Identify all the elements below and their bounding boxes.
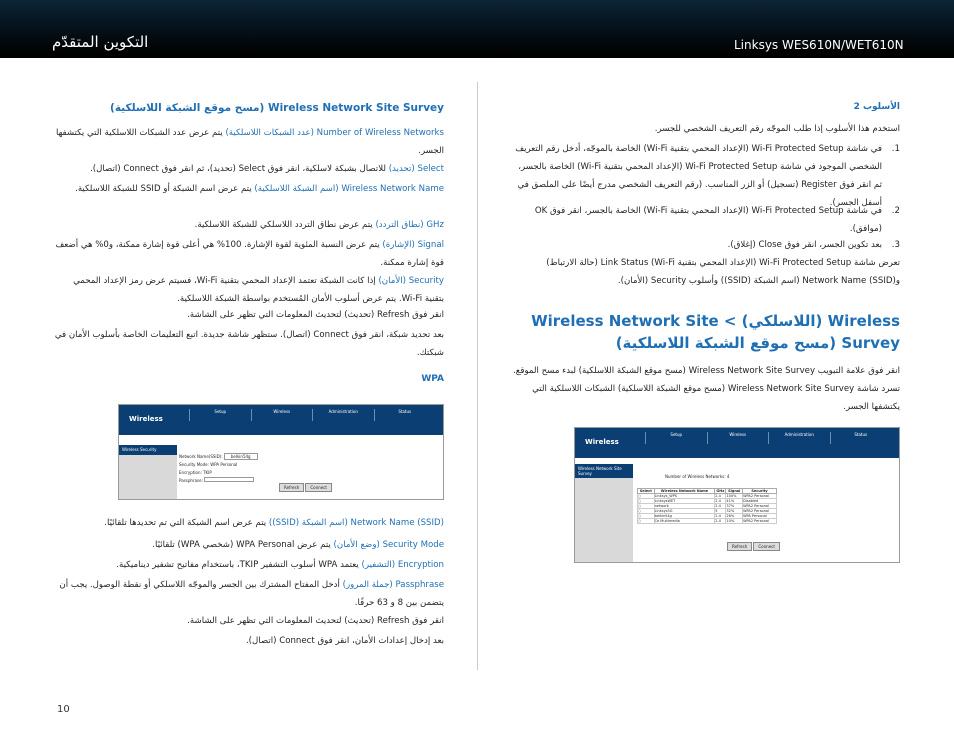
item-label: Passphrase (جملة المرور) bbox=[342, 580, 444, 590]
item-label: GHz (نطاق التردد) bbox=[375, 220, 444, 230]
table-row[interactable]: ○ belkin54g 2.4 26% WPA Personal bbox=[638, 514, 777, 519]
left-item-2 bbox=[52, 160, 444, 178]
table-row[interactable]: ○ Linksys5G 5 32% WPA2 Personal bbox=[638, 509, 777, 514]
left-item-7 bbox=[52, 306, 444, 324]
tab-setup[interactable]: Setup bbox=[645, 432, 707, 444]
item-label: Network Name (SSID) (اسم الشبكة (SSID)) bbox=[268, 518, 444, 528]
product-title: Linksys WES610N/WET610N bbox=[734, 38, 904, 52]
screenshot-sidebar bbox=[119, 445, 177, 499]
screenshot-tabs bbox=[189, 409, 435, 421]
column-divider bbox=[477, 82, 478, 670]
item-label: Select (تحديد) bbox=[388, 164, 444, 174]
item-text: إذا كانت الشبكة تعتمد الإعداد المحمي بتقنية Wi-Fi، فسيتم عرض رمز الإعداد المحمي بتقنية Wi-Fi. يتم عرض أسلوب الأمان المُستخدم بواسطة الشبكة اللاسلكية. bbox=[73, 276, 444, 304]
screenshot-topbar bbox=[575, 428, 899, 458]
encryption-value: TKIP bbox=[203, 470, 212, 475]
table-row[interactable]: ○ Linksys_WPS 2.4 100% WPA2 Personal bbox=[638, 494, 777, 499]
left-item-1 bbox=[52, 124, 444, 160]
field-row: Encryption: TKIP bbox=[179, 470, 212, 475]
method-heading: الأسلوب 2 bbox=[853, 102, 900, 112]
side-title: Wireless Network Site Survey bbox=[575, 464, 633, 478]
tab-administration[interactable]: Administration bbox=[768, 432, 830, 444]
field-row: Network Name(SSID): belkin54g bbox=[179, 453, 258, 461]
side-title: Wireless Security bbox=[119, 445, 177, 455]
security-mode-value: WPA Personal bbox=[210, 462, 238, 467]
wpa-heading: WPA bbox=[421, 374, 444, 384]
refresh-button[interactable]: Refresh bbox=[279, 483, 304, 492]
site-survey-screenshot bbox=[574, 427, 900, 563]
step-number: 1. bbox=[891, 144, 900, 154]
item-text: للاتصال بشبكة لاسلكية، انقر فوق Select (تحديد)، ثم انقر فوق Connect (اتصال). bbox=[90, 164, 386, 174]
tab-status[interactable]: Status bbox=[374, 409, 436, 421]
screenshot-sidebar bbox=[575, 464, 633, 562]
item-text: أدخل المفتاح المشترك بين الجسر والموجّه اللاسلكي أو نقطة الوصول. يجب أن يتضمن بين 8 و 63 حرفًا. bbox=[59, 580, 444, 608]
network-count: Number of Wireless Networks: 4 bbox=[665, 474, 730, 479]
wpa-item-6 bbox=[52, 632, 444, 650]
item-text: انقر فوق Refresh (تحديث) لتحديث المعلومات التي تظهر على الشاشة. bbox=[187, 310, 444, 320]
step-text: بعد تكوين الجسر، انقر فوق Close (إغلاق). bbox=[727, 240, 882, 250]
item-text: يتم عرض اسم الشبكة أو SSID للشبكة اللاسلكية. bbox=[75, 184, 252, 194]
item-text: يتم عرض WPA Personal (شخصي WPA) تلقائيًا. bbox=[152, 540, 331, 550]
screenshot-tabs bbox=[645, 432, 891, 444]
section-text: انقر فوق علامة التبويب Wireless Network Site Survey (مسح موقع الشبكة اللاسلكية) لبدء مسح الموقع. تسرد شاشة Wireless Network Site Survey (مسح موقع الشبكة اللاسلكية) الشبكات اللاسلكية التي يكتشفها الجسر. bbox=[513, 366, 900, 412]
page-number: 10 bbox=[57, 704, 70, 715]
screenshot-topbar bbox=[119, 405, 443, 435]
step-2 bbox=[508, 202, 900, 238]
item-text: يتم عرض اسم الشبكة التي تم تحديدها تلقائيًا. bbox=[104, 518, 267, 528]
item-label: Security (الأمان) bbox=[378, 276, 444, 286]
table-row[interactable]: ○ network 2.4 37% WPA2 Personal bbox=[638, 504, 777, 509]
tab-setup[interactable]: Setup bbox=[189, 409, 251, 421]
survey-table bbox=[637, 488, 777, 524]
item-text: يتم عرض نطاق التردد اللاسلكي للشبكة اللاسلكية. bbox=[194, 220, 373, 230]
tab-wireless[interactable]: Wireless bbox=[251, 409, 313, 421]
connect-button[interactable]: Connect bbox=[753, 542, 780, 551]
section-title: Wireless (اللاسلكي) > Wireless Network Site Survey (مسح موقع الشبكة اللاسلكية) bbox=[531, 312, 900, 352]
screenshot-brand: Wireless bbox=[585, 438, 619, 446]
tab-wireless[interactable]: Wireless bbox=[707, 432, 769, 444]
chapter-title: التكوين المتقدّم bbox=[52, 33, 149, 51]
wpa-screenshot bbox=[118, 404, 444, 500]
screenshot-brand: Wireless bbox=[129, 415, 163, 423]
wpa-item-1 bbox=[52, 514, 444, 532]
wpa-item-4 bbox=[52, 576, 444, 612]
wpa-item-3 bbox=[52, 556, 444, 574]
wpa-buttons bbox=[279, 485, 332, 490]
ssid-field[interactable]: belkin54g bbox=[224, 453, 258, 460]
item-label: Security Mode (وضع الأمان) bbox=[333, 540, 444, 550]
item-label: Wireless Network Name (اسم الشبكة اللاسلكية) bbox=[254, 184, 444, 194]
item-text: انقر فوق Refresh (تحديث) لتحديث المعلومات التي تظهر على الشاشة. bbox=[187, 616, 444, 626]
table-row[interactable]: ○ Ce Multimedia 2.4 10% WPA2 Personal bbox=[638, 519, 777, 524]
tab-status[interactable]: Status bbox=[830, 432, 892, 444]
field-row: Security Mode: WPA Personal bbox=[179, 462, 238, 467]
tab-administration[interactable]: Administration bbox=[312, 409, 374, 421]
left-item-4 bbox=[52, 216, 444, 234]
left-item-8 bbox=[52, 326, 444, 362]
field-row: Passphrase: bbox=[179, 477, 258, 485]
item-label: Encryption (التشفير) bbox=[361, 560, 444, 570]
step-number: 3. bbox=[891, 240, 900, 250]
item-text: بعد تحديد شبكة، انقر فوق Connect (اتصال). ستظهر شاشة جديدة. اتبع التعليمات الخاصة بأسلوب الأمان في شبكتك. bbox=[54, 330, 444, 358]
step-text: في شاشة Wi-Fi Protected Setup (الإعداد المحمي بتقنية Wi-Fi) الخاصة بالجسر، انقر فوق OK (موافق). bbox=[534, 206, 882, 234]
item-text: يتم عرض عدد الشبكات اللاسلكية التي يكتشفها الجسر. bbox=[55, 128, 444, 156]
method-intro: استخدم هذا الأسلوب إذا طلب الموجّه رقم التعريف الشخصي للجسر. bbox=[654, 124, 900, 134]
item-text: يتم عرض النسبة المئوية لقوة الإشارة. 100% هي أعلى قوة إشارة ممكنة، و0% هي أضعف قوة إشارة ممكنة. bbox=[55, 240, 444, 268]
item-text: بعد إدخال إعدادات الأمان، انقر فوق Connect (اتصال). bbox=[245, 636, 444, 646]
status-text: تعرض شاشة Wi-Fi Protected Setup (الإعداد المحمي بتقنية Wi-Fi) Link Status (حالة الارتباط) وNetwork Name (SSID) (اسم الشبكة (SSID)) وأسلوب Security (الأمان). bbox=[546, 258, 900, 286]
wpa-item-5 bbox=[52, 612, 444, 630]
table-header: Select Wireless Network Name GHz Signal Security bbox=[638, 489, 777, 494]
item-text: يعتمد WPA أسلوب التشفير TKIP، باستخدام مفاتيح تشفير ديناميكية. bbox=[116, 560, 359, 570]
left-item-6 bbox=[52, 272, 444, 308]
table-row[interactable]: ○ LinksysWET 2.4 41% Disabled bbox=[638, 499, 777, 504]
step-text: في شاشة Wi-Fi Protected Setup (الإعداد المحمي بتقنية Wi-Fi) الخاصة بالموجّه، أدخل رقم التعريف الشخصي الموجود في شاشة Wi-Fi Protected Setup (الإعداد المحمي بتقنية Wi-Fi) الخاصة بالجسر، ثم انقر فوق Register (تسجيل) أو الزر المناسب. (رقم التعريف الشخصي مدرج أيضًا على الملصق في أسفل الجسر). bbox=[515, 144, 882, 208]
left-item-5 bbox=[52, 236, 444, 272]
step-number: 2. bbox=[891, 206, 900, 216]
refresh-button[interactable]: Refresh bbox=[727, 542, 752, 551]
survey-buttons bbox=[727, 544, 780, 549]
left-item-3 bbox=[52, 180, 444, 198]
passphrase-field[interactable] bbox=[204, 477, 254, 482]
item-label: Number of Wireless Networks (عدد الشبكات اللاسلكية) bbox=[225, 128, 444, 138]
header-bar bbox=[0, 0, 954, 58]
wpa-item-2 bbox=[52, 536, 444, 554]
left-section-title: Wireless Network Site Survey (مسح موقع الشبكة اللاسلكية) bbox=[110, 102, 444, 114]
wpa-form bbox=[179, 453, 258, 485]
connect-button[interactable]: Connect bbox=[305, 483, 332, 492]
step-3 bbox=[508, 236, 900, 254]
item-label: Signal (الإشارة) bbox=[382, 240, 444, 250]
